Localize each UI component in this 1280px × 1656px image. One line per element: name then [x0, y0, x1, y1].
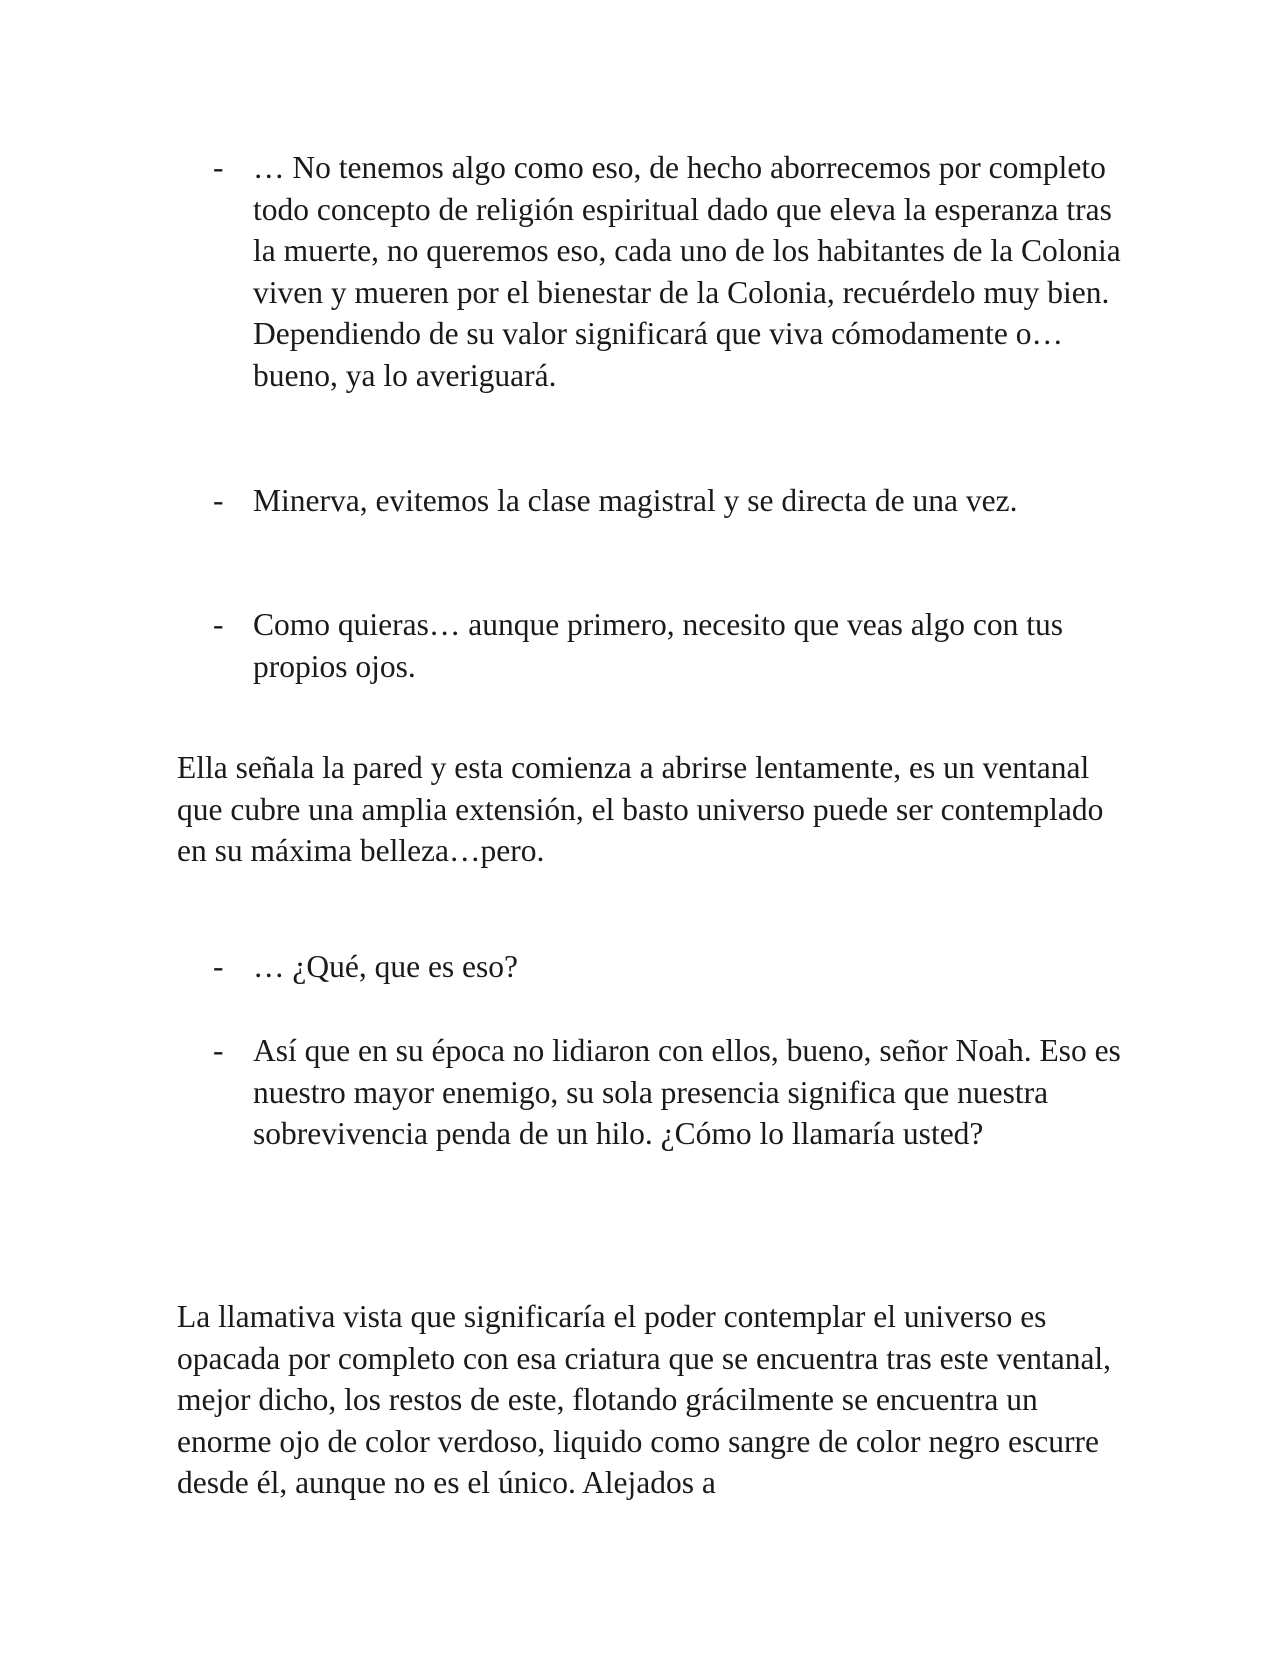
narration-paragraph: Ella señala la pared y esta comienza a abrirse lentamente, es un ventanal que cubre una amplia extensión, el basto universo puede ser contemplado en su máxima belleza…pero.: [177, 750, 1104, 868]
dialogue-line: [213, 480, 1143, 522]
dialogue-line: [213, 604, 1143, 687]
dialogue-text: … ¿Qué, que es eso?: [253, 949, 519, 984]
dialogue-dash: -: [213, 607, 224, 642]
narration-paragraph: La llamativa vista que significaría el poder contemplar el universo es opacada por completo con esa criatura que se encuentra tras este ventanal, mejor dicho, los restos de este, flotando grácilmente se encuentra un enorme ojo de color verdoso, liquido como sangre de color negro escurre desde él, aunque no es el único. Alejados a: [177, 1299, 1112, 1500]
dialogue-dash: -: [213, 483, 224, 518]
dialogue-line: [213, 147, 1143, 396]
dialogue-text: Minerva, evitemos la clase magistral y se directa de una vez.: [253, 483, 1018, 518]
dialogue-dash: -: [213, 1033, 224, 1068]
dialogue-dash: -: [213, 949, 224, 984]
dialogue-text: … No tenemos algo como eso, de hecho aborrecemos por completo todo concepto de religión espiritual dado que eleva la esperanza tras la muerte, no queremos eso, cada uno de los habitantes de la Colonia viven y mueren por el bienestar de la Colonia, recuérdelo muy bien. Dependiendo de su valor significará que viva cómodamente o… bueno, ya lo averiguará.: [253, 150, 1121, 393]
dialogue-dash: -: [213, 150, 224, 185]
dialogue-line: [213, 1030, 1143, 1155]
dialogue-line: [213, 946, 1143, 988]
dialogue-text: Así que en su época no lidiaron con ellos, bueno, señor Noah. Eso es nuestro mayor enemigo, su sola presencia significa que nuestra sobrevivencia penda de un hilo. ¿Cómo lo llamaría usted?: [253, 1033, 1121, 1151]
dialogue-text: Como quieras… aunque primero, necesito que veas algo con tus propios ojos.: [253, 607, 1064, 684]
